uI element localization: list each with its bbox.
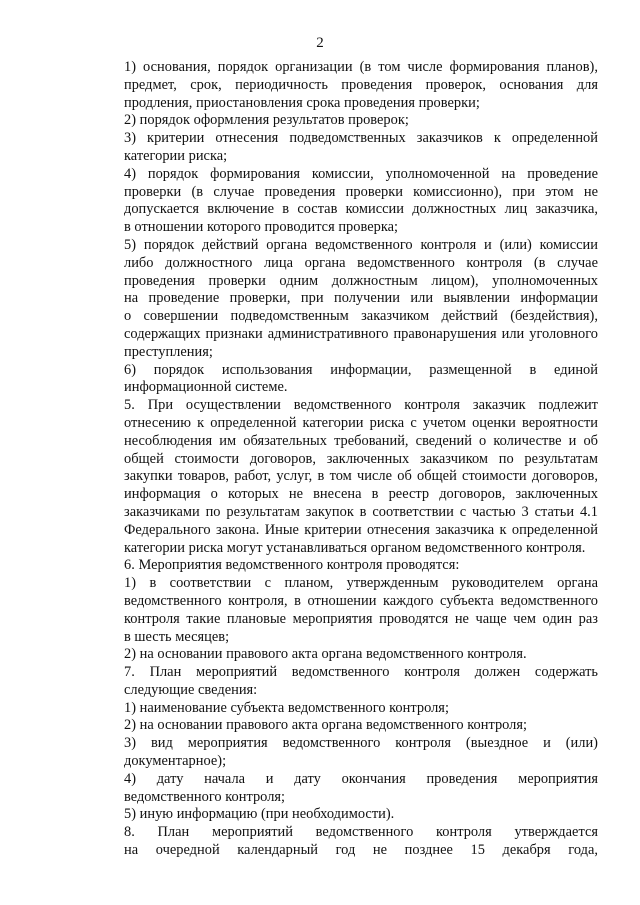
text-line: на проведение проверки, при получении или выявлении информации — [124, 290, 598, 307]
page-number: 2 — [316, 35, 324, 51]
text-line: информация о которых не внесена в реестр договоров, заключенных — [124, 486, 598, 503]
paragraph-p5 — [90, 237, 598, 362]
paragraph-p8 — [90, 557, 598, 575]
text-line: закупки товаров, работ, услуг, в том числе об общей стоимости договоров, — [124, 468, 598, 485]
text-line: 8. План мероприятий ведомственного контроля утверждается — [124, 824, 598, 841]
paragraph-p2 — [90, 112, 598, 130]
paragraph-p4 — [90, 166, 598, 237]
text-line: 2) на основании правового акта органа ведомственного контроля. — [124, 646, 527, 663]
paragraph-p6 — [90, 362, 598, 398]
paragraph-p16 — [90, 806, 598, 824]
text-line: 2) на основании правового акта органа ведомственного контроля; — [124, 717, 528, 734]
text-line: проверки (в случае проведения проверки комиссионно), при этом не — [124, 183, 598, 200]
text-line: 1) основания, порядок организации (в том числе формирования планов), — [124, 59, 598, 75]
document-body — [90, 59, 598, 860]
paragraph-p12 — [90, 700, 598, 718]
text-line: 6) порядок использования информации, размещенной в единой — [124, 361, 598, 378]
text-line: в отношении которого проводится проверка; — [124, 219, 399, 236]
paragraph-p9 — [90, 575, 598, 646]
text-line: следующие сведения: — [124, 681, 258, 698]
text-line: документарное); — [124, 753, 227, 770]
paragraph-p15 — [90, 771, 598, 807]
text-line: 3) вид мероприятия ведомственного контроля (выездное и (или) — [124, 735, 598, 752]
text-line: 5) порядок действий органа ведомственного контроля и (или) комиссии — [124, 236, 598, 253]
text-line: ведомственного контроля, в отношении каждого субъекта ведомственного — [124, 592, 598, 609]
text-line: общей стоимости договоров, заключенных заказчиком по результатам — [124, 450, 598, 467]
text-line: 1) в соответствии с планом, утвержденным руководителем органа — [124, 575, 598, 592]
text-line: заказчиками по результатам закупок в соответствии с частью 3 статьи 4.1 — [124, 503, 598, 520]
text-line: 3) критерии отнесения подведомственных заказчиков к определенной — [124, 130, 598, 147]
paragraph-p17 — [90, 824, 598, 860]
text-line: преступления; — [124, 343, 213, 360]
text-line: 7. План мероприятий ведомственного контроля должен содержать — [124, 664, 598, 681]
text-line: 1) наименование субъекта ведомственного контроля; — [124, 699, 449, 716]
text-line: категории риска могут устанавливаться органом ведомственного контроля. — [124, 539, 586, 556]
text-line: информационной системе. — [124, 379, 288, 396]
text-line: либо должностного лица органа ведомственного контроля (в случае — [124, 254, 598, 271]
text-line: 5) иную информацию (при необходимости). — [124, 806, 395, 823]
text-line: 2) порядок оформления результатов проверок; — [124, 112, 409, 129]
text-line: отнесению к определенной категории риска с учетом оценки вероятности — [124, 414, 598, 431]
text-line: продления, приостановления срока проведения проверки; — [124, 94, 480, 111]
paragraph-p13 — [90, 717, 598, 735]
paragraph-p11 — [90, 664, 598, 700]
text-line: контроля такие плановые мероприятия проводятся не чаще чем один раз — [124, 610, 598, 627]
text-line: проведения проверки одним должностным лицом), уполномоченных — [124, 272, 598, 289]
text-line: 4) дату начала и дату окончания проведения мероприятия — [124, 770, 598, 787]
text-line: допускается включение в состав комиссии должностных лиц заказчика, — [124, 201, 598, 218]
text-line: ведомственного контроля; — [124, 788, 286, 805]
text-line: 4) порядок формирования комиссии, уполномоченной на проведение — [124, 165, 598, 182]
text-line: 5. При осуществлении ведомственного контроля заказчик подлежит — [124, 397, 598, 414]
text-line: несоблюдения им обязательных требований, сведений о количестве и об — [124, 432, 598, 449]
text-line: категории риска; — [124, 147, 228, 164]
text-line: предмет, срок, периодичность проведения проверок, основания для — [124, 76, 598, 93]
text-line: на очередной календарный год не позднее 15 декабря года, — [124, 842, 598, 859]
paragraph-p10 — [90, 646, 598, 664]
paragraph-p7 — [90, 397, 598, 557]
paragraph-p14 — [90, 735, 598, 771]
text-line: 6. Мероприятия ведомственного контроля проводятся: — [124, 557, 460, 574]
text-line: о совершении подведомственным заказчиком действий (бездействия), — [124, 308, 598, 325]
paragraph-p3 — [90, 130, 598, 166]
text-line: содержащих признаки административного правонарушения или уголовного — [124, 325, 598, 342]
paragraph-p1 — [90, 59, 598, 112]
text-line: Федерального закона. Иные критерии отнесения заказчика к определенной — [124, 521, 598, 538]
text-line: в шесть месяцев; — [124, 628, 230, 645]
